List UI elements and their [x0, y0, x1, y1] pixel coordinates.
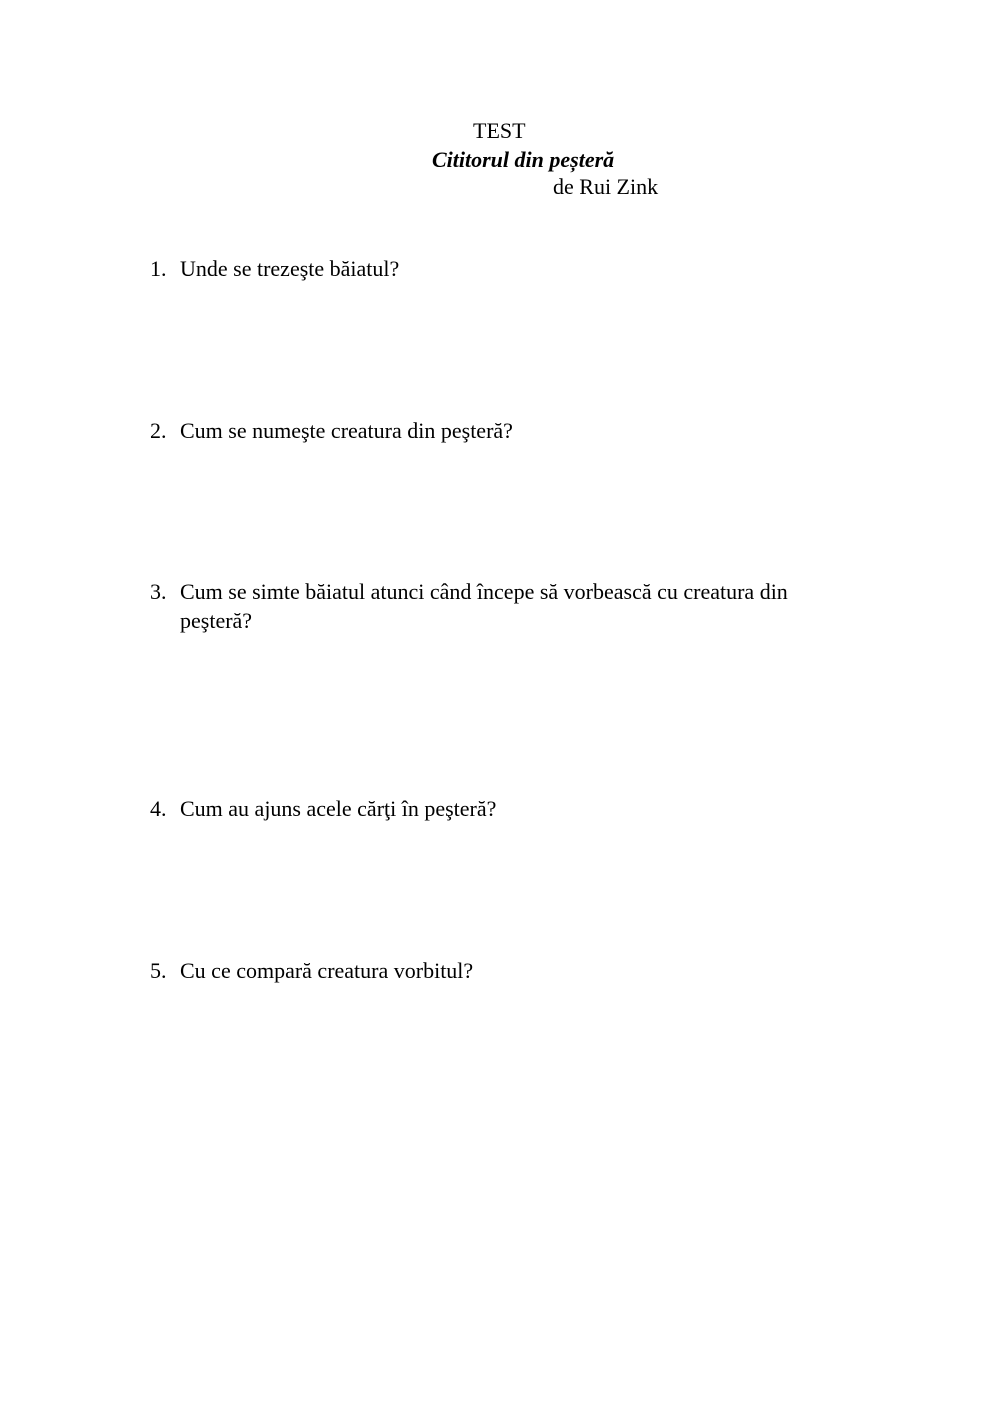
question-item: [150, 416, 850, 445]
question-item: [150, 956, 850, 985]
question-text: Cum au ajuns acele cărţi în peşteră?: [180, 796, 497, 821]
question-number: 1.: [150, 256, 167, 281]
question-number: 2.: [150, 418, 167, 443]
question-text: Cum se numeşte creatura din peşteră?: [180, 418, 513, 443]
book-title: Cititorul din peșteră: [432, 147, 615, 172]
question-number: 4.: [150, 796, 167, 821]
question-item: [150, 577, 850, 635]
question-item: [150, 794, 850, 823]
question-text: Cu ce compară creatura vorbitul?: [180, 958, 474, 983]
question-number: 5.: [150, 958, 167, 983]
author-line: de Rui Zink: [553, 174, 659, 199]
document-title: TEST: [473, 118, 526, 143]
question-text: Unde se trezeşte băiatul?: [180, 256, 400, 281]
question-item: [150, 254, 850, 283]
question-text: Cum se simte băiatul atunci când începe să vorbească cu creatura din peşteră?: [180, 579, 788, 633]
question-number: 3.: [150, 579, 167, 604]
